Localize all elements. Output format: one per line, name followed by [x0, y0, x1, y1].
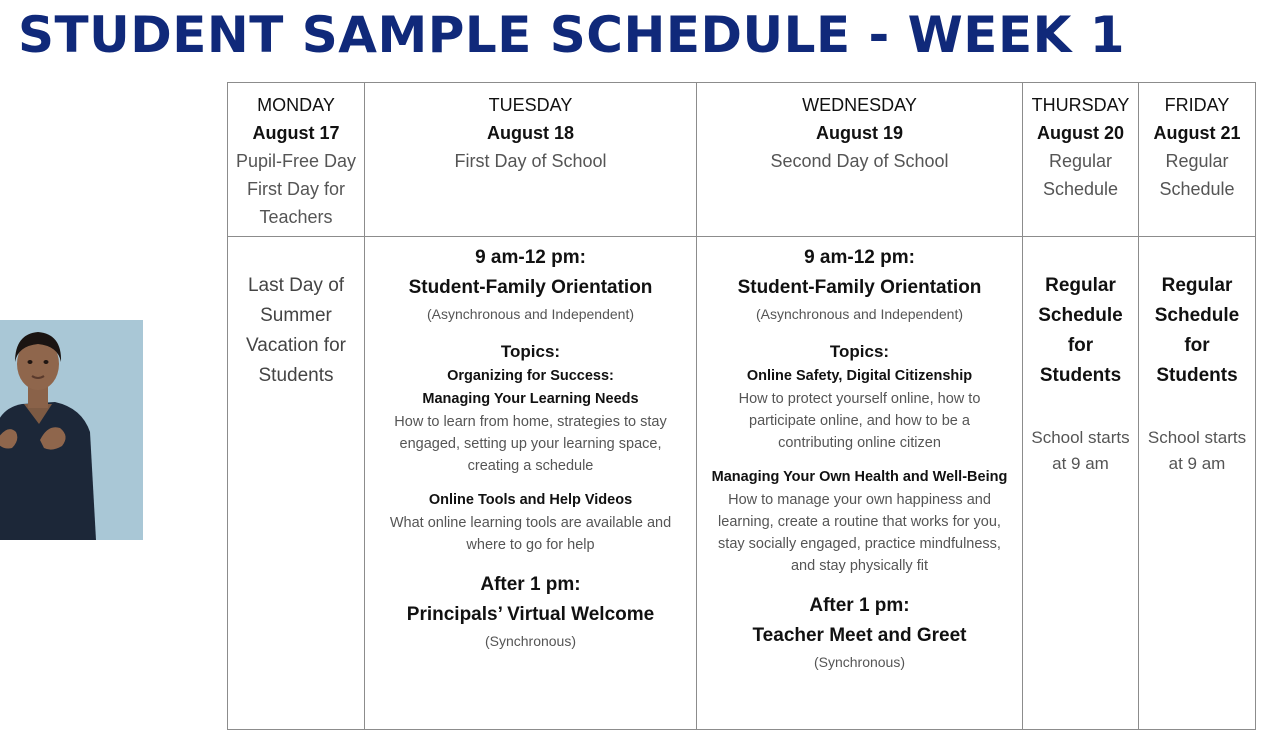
day-name: MONDAY [257, 95, 335, 115]
day-note: Regular [1165, 151, 1229, 171]
starts-line: School starts [1147, 428, 1247, 447]
topic-title: Online Tools and Help Videos [428, 492, 633, 508]
orientation-title: Student-Family Orientation [737, 277, 982, 298]
day-name: THURSDAY [1031, 95, 1130, 115]
header-wednesday [697, 83, 1023, 237]
topic-desc: How to protect yourself online, how to [738, 391, 981, 407]
thursday-cell [1023, 237, 1139, 730]
starts-line: School starts [1031, 428, 1130, 447]
topic-title: Online Safety, Digital Citizenship [746, 368, 973, 384]
day-date: August 21 [1153, 123, 1241, 143]
topic-desc: and stay physically fit [790, 558, 928, 574]
after-time: After 1 pm: [809, 595, 910, 616]
topic-desc: creating a schedule [467, 458, 594, 474]
day-note: Pupil-Free Day [235, 151, 357, 171]
topic-desc: How to manage your own happiness and [728, 492, 991, 508]
wednesday-cell [697, 237, 1023, 730]
day-date: August 19 [815, 123, 903, 143]
header-monday [228, 83, 365, 237]
schedule-table [227, 82, 1256, 730]
header-row [228, 83, 1256, 237]
summer-note [228, 271, 364, 391]
event-title: Principals’ Virtual Welcome [406, 604, 655, 625]
page-title: STUDENT SAMPLE SCHEDULE - WEEK 1 [18, 6, 1126, 64]
day-name: WEDNESDAY [802, 95, 917, 115]
event-mode: (Synchronous) [484, 633, 577, 649]
day-date: August 20 [1036, 123, 1124, 143]
topic-desc: stay socially engaged, practice mindfulness, [718, 536, 1001, 552]
regular-line: Regular [1161, 275, 1233, 296]
starts-line: at 9 am [1052, 454, 1109, 473]
content-row [228, 237, 1256, 730]
regular-schedule [1023, 271, 1138, 391]
summer-note-line: Last Day of [247, 275, 345, 296]
summer-note-line: Summer [260, 305, 332, 326]
session-time: 9 am-12 pm: [804, 247, 915, 268]
day-name: TUESDAY [488, 95, 573, 115]
day-note: Teachers [259, 207, 333, 227]
day-note: Second Day of School [770, 151, 949, 171]
topic-title: Managing Your Own Health and Well-Being [711, 469, 1008, 485]
header-tuesday [365, 83, 697, 237]
day-note: First Day of School [454, 151, 607, 171]
friday-cell [1139, 237, 1256, 730]
regular-line: Students [1156, 365, 1238, 386]
topic-desc: What online learning tools are available and [389, 515, 672, 531]
header-thursday [1023, 83, 1139, 237]
topic-desc: participate online, and how to be a [749, 413, 970, 429]
day-note: Schedule [1042, 179, 1119, 199]
topic-desc: where to go for help [466, 537, 595, 553]
topic-title: Organizing for Success: [447, 368, 614, 384]
topic-desc: learning, create a routine that works for you, [718, 514, 1001, 530]
event-mode: (Synchronous) [813, 654, 906, 670]
day-note: Schedule [1159, 179, 1235, 199]
school-starts [1023, 425, 1138, 477]
regular-line: for [1184, 335, 1210, 356]
summer-note-line: Vacation for [246, 335, 346, 356]
day-date: August 17 [252, 123, 340, 143]
school-starts [1139, 425, 1255, 477]
topics-label: Topics: [829, 342, 890, 361]
day-note: First Day for [246, 179, 345, 199]
topics-label: Topics: [500, 342, 561, 361]
topic-title: Managing Your Learning Needs [422, 391, 639, 407]
orientation-mode: (Asynchronous and Independent) [426, 306, 635, 322]
day-note: Regular [1048, 151, 1113, 171]
interpreter-image [0, 320, 143, 540]
topic-desc: engaged, setting up your learning space, [399, 436, 662, 452]
regular-schedule [1139, 271, 1255, 391]
session-time: 9 am-12 pm: [475, 247, 586, 268]
summer-note-line: Students [258, 365, 334, 386]
topic-desc: How to learn from home, strategies to stay [394, 414, 667, 430]
orientation-mode: (Asynchronous and Independent) [755, 306, 964, 322]
after-time: After 1 pm: [480, 574, 581, 595]
tuesday-cell [365, 237, 697, 730]
sign-language-interpreter-video [0, 320, 143, 540]
topic-desc: contributing online citizen [778, 435, 941, 451]
regular-line: Regular [1045, 275, 1116, 296]
regular-line: Schedule [1038, 305, 1123, 326]
event-title: Teacher Meet and Greet [752, 625, 967, 646]
header-friday [1139, 83, 1256, 237]
regular-line: Students [1039, 365, 1122, 386]
orientation-title: Student-Family Orientation [408, 277, 653, 298]
starts-line: at 9 am [1168, 454, 1226, 473]
regular-line: for [1067, 335, 1094, 356]
regular-line: Schedule [1154, 305, 1240, 326]
day-date: August 18 [486, 123, 574, 143]
monday-cell [228, 237, 365, 730]
day-name: FRIDAY [1164, 95, 1230, 115]
